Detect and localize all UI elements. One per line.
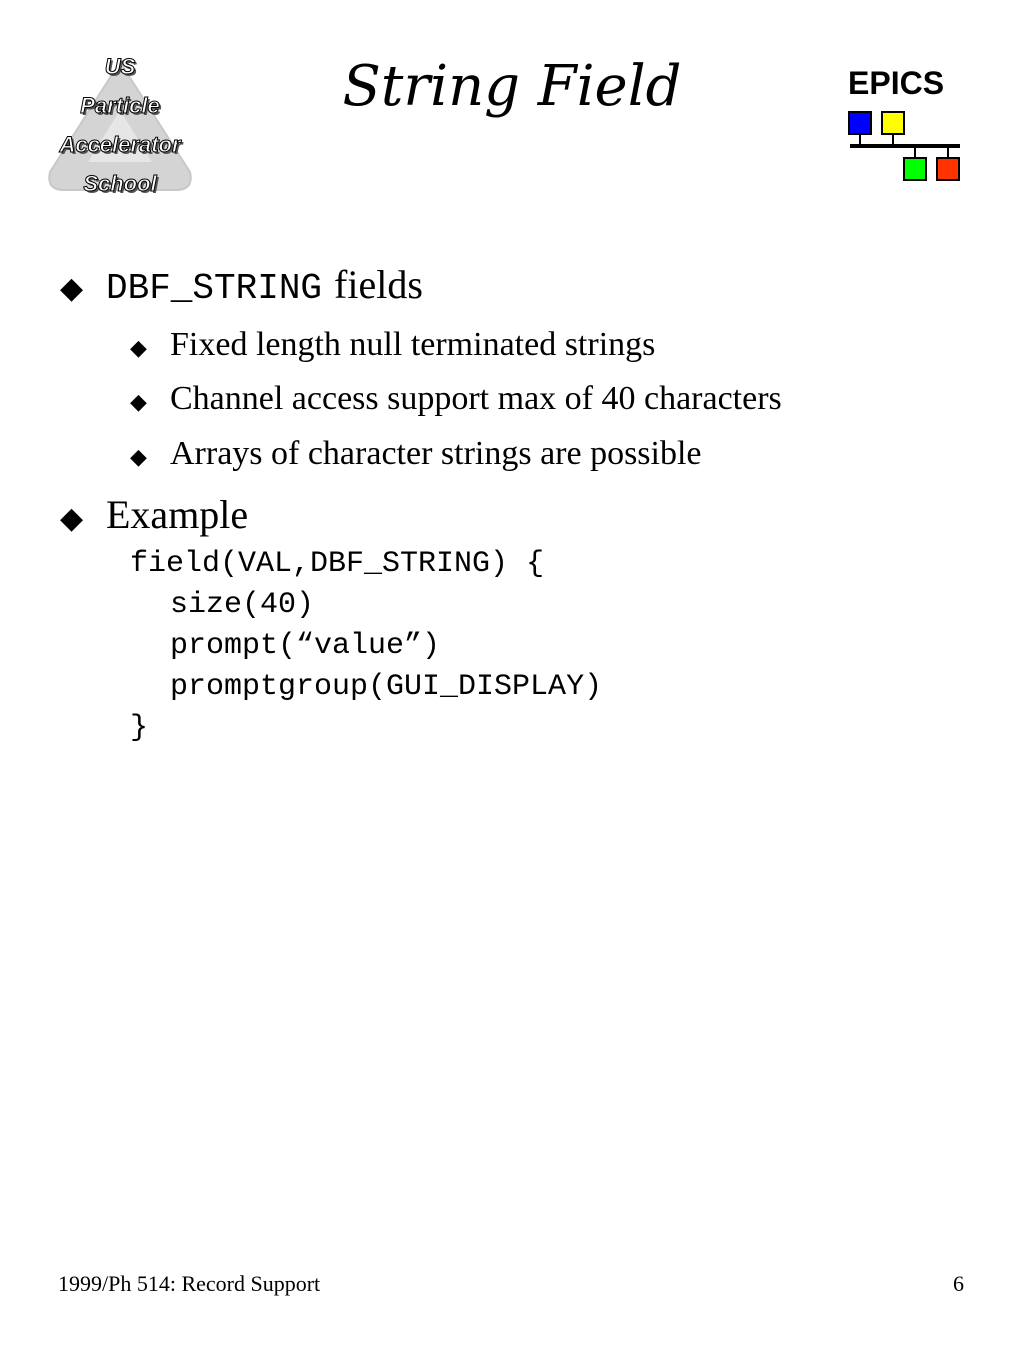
diamond-bullet-icon: ◆ bbox=[130, 389, 147, 414]
diamond-bullet-icon: ◆ bbox=[60, 272, 84, 305]
code-line: size(40) bbox=[170, 588, 315, 622]
code-line: promptgroup(GUI_DISPLAY) bbox=[170, 670, 603, 704]
epics-logo-text: EPICS bbox=[848, 65, 945, 101]
uspas-line-4: School bbox=[83, 171, 157, 196]
sub-bullet-text: Fixed length null terminated strings bbox=[170, 326, 656, 363]
epics-square-green bbox=[904, 158, 926, 180]
page-number: 6 bbox=[953, 1271, 964, 1296]
uspas-logo bbox=[40, 50, 200, 200]
epics-logo bbox=[842, 64, 972, 190]
epics-square-red bbox=[937, 158, 959, 180]
epics-square-yellow bbox=[882, 112, 904, 134]
sub-bullet bbox=[130, 323, 655, 370]
bullet-text: Example bbox=[106, 492, 249, 537]
sub-bullet-text: Channel access support max of 40 characters bbox=[170, 380, 782, 417]
sub-bullet bbox=[130, 432, 702, 479]
bullet-text: fields bbox=[334, 262, 423, 307]
slide-title: String Field bbox=[342, 54, 682, 119]
bullet-dbf-string bbox=[60, 260, 423, 314]
code-line: } bbox=[130, 711, 149, 745]
code-line: prompt(“value”) bbox=[170, 629, 441, 663]
footer-course: 1999/Ph 514: Record Support bbox=[58, 1271, 321, 1296]
diamond-bullet-icon: ◆ bbox=[130, 444, 147, 469]
uspas-line-3: Accelerator bbox=[59, 132, 181, 157]
bullet-example bbox=[60, 490, 248, 544]
diamond-bullet-icon: ◆ bbox=[130, 335, 147, 360]
bullet-code-term: DBF_STRING bbox=[106, 268, 323, 309]
sub-bullet-text: Arrays of character strings are possible bbox=[170, 435, 702, 472]
epics-network-icon bbox=[842, 108, 972, 184]
uspas-line-1: US bbox=[104, 54, 136, 79]
code-line: field(VAL,DBF_STRING) { bbox=[130, 547, 545, 581]
uspas-line-2: Particle bbox=[80, 93, 160, 118]
sub-bullet bbox=[130, 377, 782, 424]
diamond-bullet-icon: ◆ bbox=[60, 502, 84, 535]
epics-square-blue bbox=[849, 112, 871, 134]
